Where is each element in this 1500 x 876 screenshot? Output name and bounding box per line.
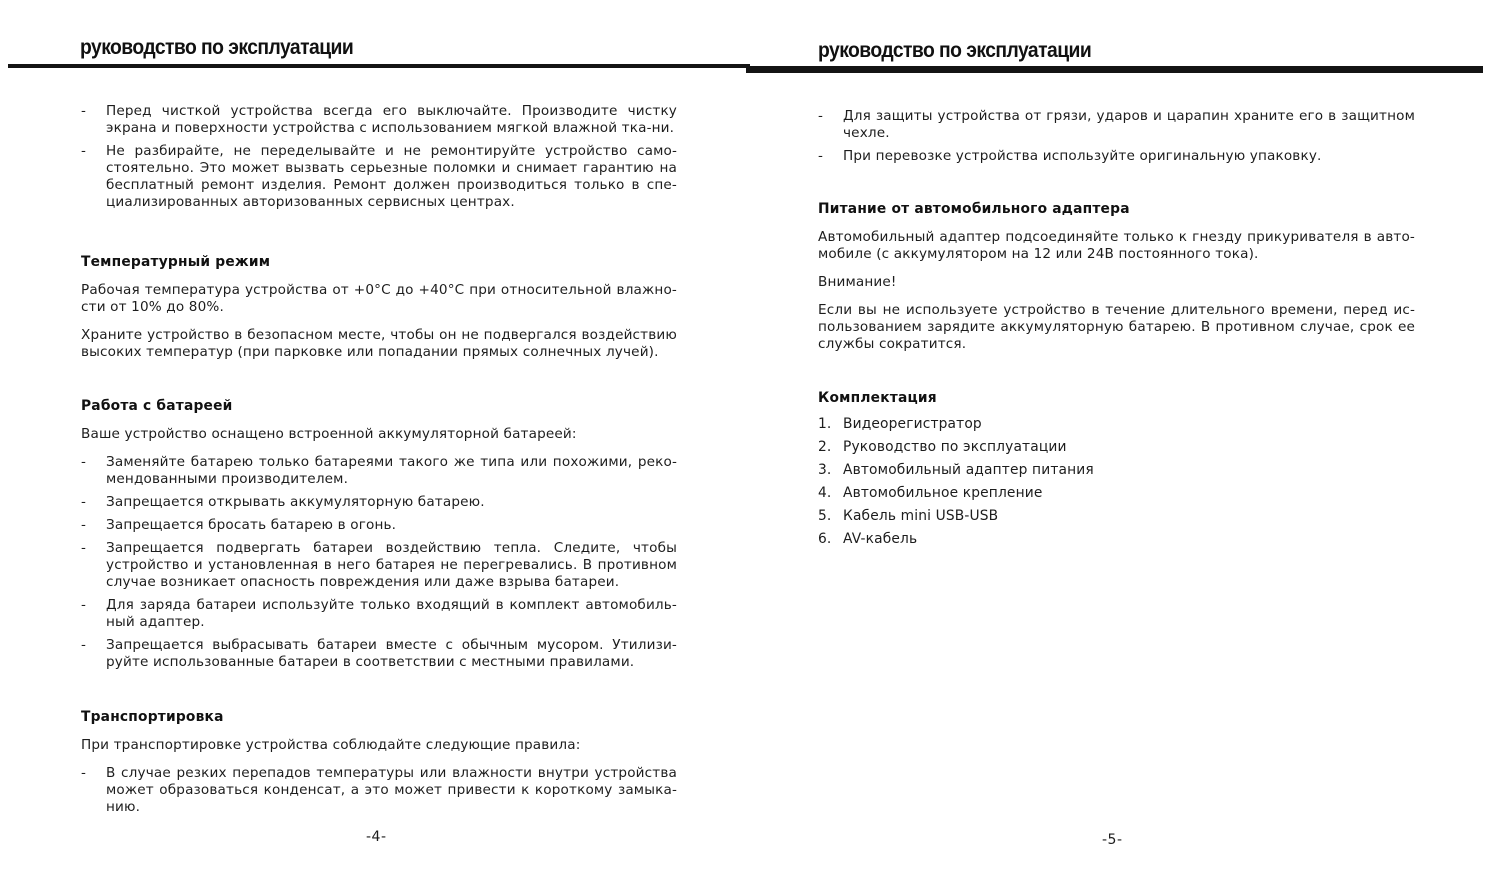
- kit-heading: Комплектация: [818, 390, 937, 406]
- bullet-text: Запрещается подвергать батареи воздействию тепла. Следите, чтобы устройство и установленная в него батарея не перегревались. В противном случае возникает опасность повреждения или даже взрыва батареи.: [106, 540, 677, 590]
- list-item: [818, 508, 1415, 525]
- left-header-title: руководство по эксплуатации: [80, 36, 354, 59]
- car-adapter-heading: Питание от автомобильного адаптера: [818, 201, 1130, 217]
- transport-intro: При транспортировке устройства соблюдайте следующие правила:: [81, 737, 581, 753]
- temperature-paragraph-1: Рабочая температура устройства от +0°С до +40°С при относительной влажно-сти от 10% до 80%.: [81, 282, 677, 315]
- bullet-text: При перевозке устройства используйте оригинальную упаковку.: [843, 148, 1322, 164]
- list-item: [81, 143, 677, 211]
- list-item-number: 3.: [818, 462, 832, 478]
- list-item: [81, 540, 677, 591]
- battery-bullets: [81, 454, 677, 671]
- kit-list: [818, 416, 1415, 548]
- right-intro-bullets: [818, 108, 1415, 165]
- bullet-text: Не разбирайте, не переделывайте и не ремонтируйте устройство само-стоятельно. Это может вызвать серьезные поломки и снимает гарантию на бесплатный ремонт изделия. Ремонт должен производиться только в спе-циализированных авторизованных сервисных центрах.: [106, 143, 677, 210]
- list-item: [818, 108, 1415, 142]
- list-item-number: 4.: [818, 485, 832, 501]
- transport-bullets: [81, 765, 677, 816]
- list-item: [818, 148, 1415, 165]
- car-adapter-warning: Внимание!: [818, 274, 897, 290]
- bullet-text: Для защиты устройства от грязи, ударов и царапин храните его в защитном чехле.: [843, 108, 1415, 141]
- left-header-rule: [8, 64, 750, 68]
- dash-marker: -: [81, 765, 86, 781]
- list-item-text: Автомобильное крепление: [843, 485, 1043, 501]
- list-item-number: 6.: [818, 531, 832, 547]
- list-item-text: AV-кабель: [843, 531, 918, 547]
- list-item: [81, 597, 677, 631]
- dash-marker: -: [818, 108, 823, 124]
- bullet-text: В случае резких перепадов температуры или влажности внутри устройства может образоваться конденсат, а это может привести к короткому замыка-нию.: [106, 765, 677, 815]
- dash-marker: -: [81, 103, 86, 119]
- list-item: [81, 637, 677, 671]
- battery-heading: Работа с батареей: [81, 398, 233, 414]
- list-item: [818, 531, 1415, 548]
- list-item: [81, 765, 677, 816]
- list-item: [818, 416, 1415, 433]
- right-content: [818, 108, 1415, 554]
- bullet-text: Запрещается открывать аккумуляторную батарею.: [106, 494, 485, 510]
- temperature-heading: Температурный режим: [81, 254, 271, 270]
- right-page: [750, 0, 1500, 876]
- list-item: [81, 454, 677, 488]
- car-adapter-paragraph-3: Если вы не используете устройство в течение длительного времени, перед ис-пользованием зарядите аккумуляторную батарею. В противном случае, срок ее службы сократится.: [818, 302, 1415, 352]
- list-item-text: Руководство по эксплуатации: [843, 439, 1067, 455]
- dash-marker: -: [81, 637, 86, 653]
- bullet-text: Запрещается бросать батарею в огонь.: [106, 517, 397, 533]
- right-header-title: руководство по эксплуатации: [818, 39, 1092, 62]
- list-item-text: Видеорегистратор: [843, 416, 982, 432]
- battery-intro: Ваше устройство оснащено встроенной аккумуляторной батареей:: [81, 426, 577, 442]
- dash-marker: -: [81, 494, 86, 510]
- dash-marker: -: [81, 597, 86, 613]
- transport-heading: Транспортировка: [81, 709, 224, 725]
- left-intro-bullets: [81, 103, 677, 211]
- list-item-text: Кабель mini USB-USB: [843, 508, 999, 524]
- left-page-number: -4-: [366, 829, 387, 845]
- dash-marker: -: [81, 517, 86, 533]
- list-item: [81, 494, 677, 511]
- right-page-number: -5-: [1102, 832, 1123, 848]
- dash-marker: -: [81, 540, 86, 556]
- dash-marker: -: [81, 454, 86, 470]
- bullet-text: Для заряда батареи используйте только входящий в комплект автомобиль-ный адаптер.: [106, 597, 677, 630]
- bullet-text: Перед чисткой устройства всегда его выключайте. Производите чистку экрана и поверхности устройства с использованием мягкой влажной тка-ни.: [106, 103, 677, 136]
- list-item: [81, 103, 677, 137]
- list-item-number: 1.: [818, 416, 832, 432]
- dash-marker: -: [818, 148, 823, 164]
- car-adapter-paragraph-1: Автомобильный адаптер подсоединяйте только к гнезду прикуривателя в авто-мобиле (с аккумулятором на 12 или 24В постоянного тока).: [818, 229, 1415, 262]
- list-item-number: 2.: [818, 439, 832, 455]
- list-item: [818, 485, 1415, 502]
- list-item-text: Автомобильный адаптер питания: [843, 462, 1094, 478]
- list-item: [818, 462, 1415, 479]
- left-content: [81, 103, 677, 822]
- bullet-text: Заменяйте батарею только батареями такого же типа или похожими, реко-мендованными производителем.: [106, 454, 677, 487]
- bullet-text: Запрещается выбрасывать батареи вместе с обычным мусором. Утилизи-руйте использованные батареи в соответствии с местными правилами.: [106, 637, 677, 670]
- right-header-rule: [746, 66, 1483, 73]
- list-item-number: 5.: [818, 508, 832, 524]
- temperature-paragraph-2: Храните устройство в безопасном месте, чтобы он не подвергался воздействию высоких температур (при парковке или попадании прямых солнечных лучей).: [81, 327, 677, 360]
- dash-marker: -: [81, 143, 86, 159]
- list-item: [818, 439, 1415, 456]
- list-item: [81, 517, 677, 534]
